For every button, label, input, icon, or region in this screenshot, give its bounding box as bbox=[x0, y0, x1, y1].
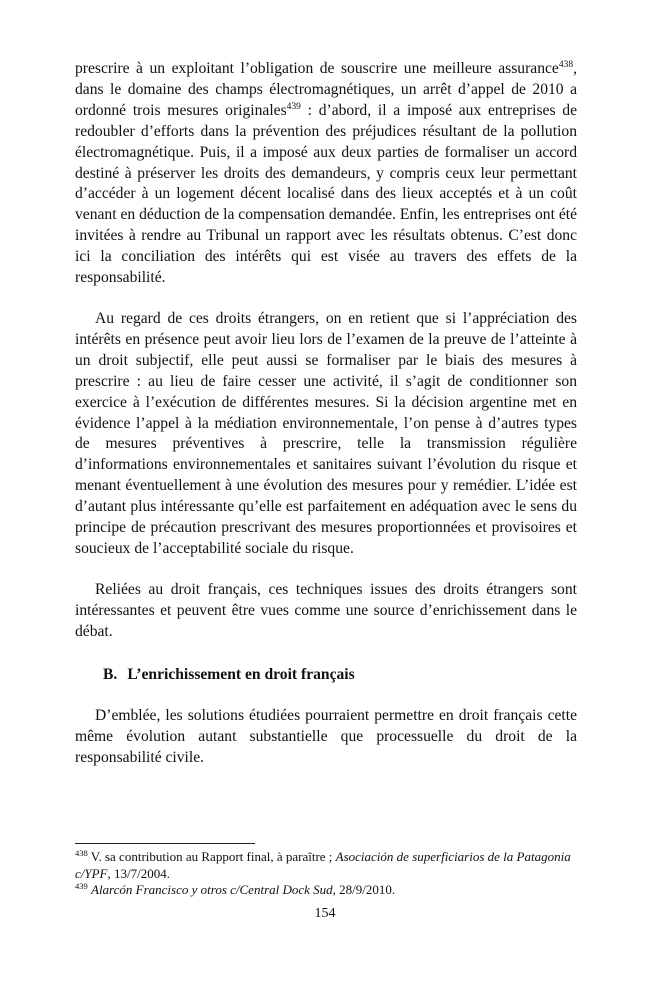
section-title: L’enrichissement en droit français bbox=[127, 665, 355, 683]
paragraph-1 bbox=[75, 59, 577, 289]
paragraph-text: , dans le domaine des champs électromagnétiques, un arrêt d’appel de 2010 a ordonné trois mesures originales bbox=[75, 60, 577, 119]
paragraph-4: D’emblée, les solutions étudiées pourraient permettre en droit français cette même évolution autant substantielle que processuelle du droit de la responsabilité civile. bbox=[75, 707, 577, 767]
footnote-438 bbox=[75, 849, 577, 882]
paragraph-3: Reliées au droit français, ces techniques issues des droits étrangers sont intéressantes et peuvent être vues comme une source d’enrichissement dans le débat. bbox=[75, 580, 577, 640]
section-number: B. bbox=[103, 665, 118, 683]
paragraph-text: : d’abord, il a imposé aux entreprises de redoubler d’efforts dans la prévention des préjudices résultant de la pollution électromagnétique. Puis, il a imposé aux deux parties de formaliser un accord destiné à préserver les droits des demandeurs, y compris ceux leur permettant d’accéder à un logement décent localisé dans des lieux acceptés et à un coût venant en déduction de la compensation demandée. Enfin, les entreprises ont été invitées à rendre au Tribunal un rapport avec les résultats obtenus. C’est donc ici la conciliation des intérêts qui est visée au travers des effets de la responsabilité. bbox=[75, 101, 578, 287]
footnote-date: , 13/7/2004. bbox=[107, 865, 170, 881]
footnote-divider bbox=[75, 843, 255, 844]
footnotes bbox=[75, 843, 577, 899]
case-citation: Alarcón Francisco y otros c/Central Dock Sud bbox=[91, 882, 333, 897]
footnote-text: V. sa contribution au Rapport final, à paraître ; bbox=[87, 849, 336, 864]
footnote-number: 438 bbox=[75, 848, 88, 858]
case-citation: Asociación de superficiarios de la Patagonia c/YPF bbox=[75, 849, 571, 881]
footnote-439 bbox=[75, 882, 577, 899]
footnote-date: , 28/9/2010. bbox=[332, 882, 396, 897]
document-page bbox=[75, 59, 577, 769]
footnote-ref-438[interactable]: 438 bbox=[558, 60, 574, 70]
footnote-number: 439 bbox=[75, 881, 88, 891]
footnote-ref-439[interactable]: 439 bbox=[286, 101, 301, 112]
paragraph-2: Au regard de ces droits étrangers, on en retient que si l’appréciation des intérêts en présence peut avoir lieu lors de l’examen de la preuve de l’atteinte à un droit subjectif, elle peut aussi se formaliser par le biais des mesures à prescrire : au lieu de faire cesser une activité, il s’agit de conditionner son exercice à l’exécution de différentes mesures. Si la décision argentine met en évidence l’appel à la médiation environnementale, l’on pense à d’autres types de mesures préventives à prescrire, telle la transmission régulière d’informations environnementales et sanitaires suivant l’évolution du risque et menant éventuellement à une évolution des mesures pour y remédier. L’idée est d’autant plus intéressante qu’elle est parfaitement en adéquation avec le sens du principe de précaution prescrivant des mesures proportionnées et provisoires et soucieux de l’acceptabilité sociale du risque. bbox=[75, 309, 577, 557]
section-heading bbox=[75, 665, 577, 686]
page-number: 154 bbox=[314, 906, 336, 921]
paragraph-text: prescrire à un exploitant l’obligation de souscrire une meilleure assurance bbox=[75, 60, 559, 77]
